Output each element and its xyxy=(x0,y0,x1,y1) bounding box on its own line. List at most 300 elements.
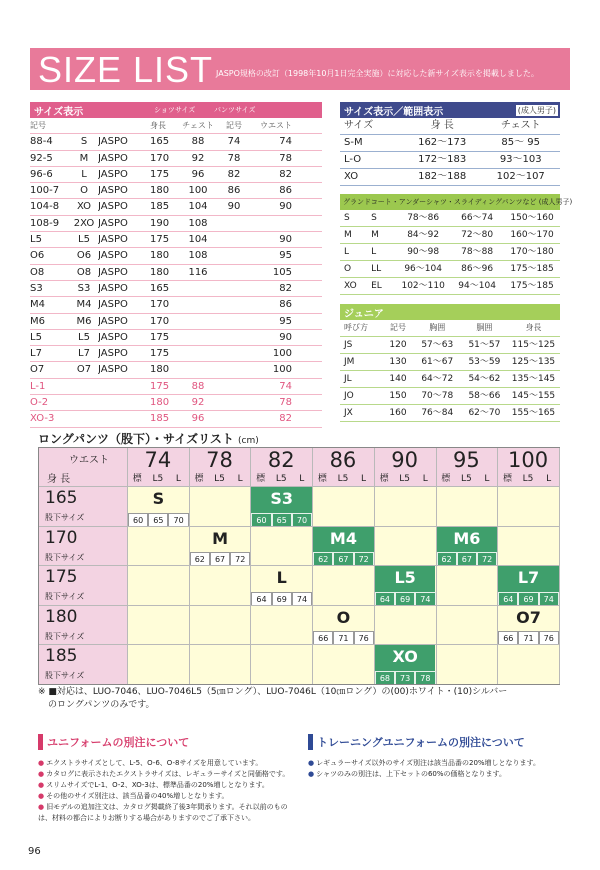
size-table-cell: 96 xyxy=(191,413,205,425)
height-175-label: 175 xyxy=(45,567,78,588)
size-table-cell: 82 xyxy=(227,168,241,180)
adult-range-cell: S-M xyxy=(344,137,363,148)
waist-86-header: 86 xyxy=(329,448,357,472)
pants-cell-label: L7 xyxy=(517,568,540,588)
size-table-cell: 185 xyxy=(150,413,170,425)
junior-cell: 53～59 xyxy=(468,357,501,367)
pants-cell-l7 xyxy=(498,566,559,605)
size-table-row xyxy=(30,134,322,150)
size-table-cell: 100 xyxy=(272,364,292,376)
pants-cell-label: M xyxy=(212,528,228,548)
size-table-cell: 74 xyxy=(279,380,292,392)
ground-coat-cell: LL xyxy=(371,264,382,274)
size-table-cell: JASPO xyxy=(98,217,128,229)
adult-range-row xyxy=(340,135,560,152)
ground-coat-cell: S xyxy=(344,213,350,223)
junior-cell: 58～66 xyxy=(468,391,501,401)
pants-cell-inseams xyxy=(375,592,436,605)
size-table-cell: JASPO xyxy=(98,152,128,164)
pants-cell-inseams xyxy=(128,513,189,526)
size-table-cell: 86 xyxy=(279,299,292,311)
size-table-row xyxy=(30,362,322,378)
pants-cell-o7 xyxy=(498,606,559,645)
inseam-size-label: 股下サイズ xyxy=(45,552,85,562)
size-table-row xyxy=(30,265,322,281)
ground-coat-cell: 175～185 xyxy=(510,281,554,291)
pants-cell-l xyxy=(251,566,312,605)
size-table-row-slim xyxy=(30,379,322,395)
size-table-cell: 78 xyxy=(279,152,292,164)
size-table-cell: 175 xyxy=(150,348,170,360)
pants-note-line: のロングパンツのみです。 xyxy=(48,700,155,710)
size-table-cell: 175 xyxy=(150,168,170,180)
adult-range-cell: 85～ 95 xyxy=(501,137,541,148)
size-table-cell: 88 xyxy=(191,136,205,148)
pants-note-line: ※ ■対応は、LUO-7046、LUO-7046L5（5㎝ロング）、LUO-7046L（10㎝ロング）の(00)ホワイト・(10)シルバー xyxy=(38,687,508,697)
inseam-value: 76 xyxy=(354,631,374,644)
junior-header xyxy=(340,304,560,320)
waist-sub-label: L xyxy=(484,474,490,484)
waist-sub-label: L xyxy=(175,474,181,484)
column-header: 身 長 xyxy=(430,120,454,131)
size-table-cell: S3 xyxy=(30,282,43,294)
size-table-cell xyxy=(70,411,98,426)
size-table-cell: 185 xyxy=(150,201,170,213)
uniform-note-item: ● その他のサイズ別注は、該当品番の40%増しとなります。 xyxy=(38,791,298,802)
page-title: SIZE LIST xyxy=(38,49,214,90)
column-header: ウエスト xyxy=(260,121,292,130)
inseam-value: 66 xyxy=(498,631,518,644)
waist-sub-label: L5 xyxy=(522,474,534,484)
waist-sub-label: 標 xyxy=(502,474,512,484)
junior-cell: 145～155 xyxy=(511,391,556,401)
junior-cell: 130 xyxy=(389,357,407,367)
grid-row-line xyxy=(39,644,559,645)
size-table-cell: 165 xyxy=(150,136,170,148)
pants-cell-label: O7 xyxy=(516,607,541,627)
ground-coat-cell: EL xyxy=(371,281,382,291)
size-table-row xyxy=(30,167,322,183)
size-table-cell: 74 xyxy=(227,136,241,148)
ground-coat-cell: 84～92 xyxy=(407,230,440,240)
size-table-cell: 90 xyxy=(227,201,241,213)
ground-coat-cell: 160～170 xyxy=(510,230,554,240)
size-table-cell: 82 xyxy=(279,413,292,425)
inseam-value: 64 xyxy=(251,592,271,605)
junior-cell: JS xyxy=(344,340,353,350)
size-table-cell: M4 xyxy=(30,299,45,311)
inseam-value: 78 xyxy=(415,671,435,684)
ground-coat-cell: M xyxy=(371,230,379,240)
pants-cell-inseams xyxy=(375,671,436,684)
size-table-cell: L5 xyxy=(78,234,90,246)
size-table-cell: 78 xyxy=(227,152,241,164)
size-table-cell: O6 xyxy=(76,250,92,262)
size-table-cell xyxy=(176,362,220,377)
size-table-cell: 2XO xyxy=(73,217,95,229)
size-table-cell: 175 xyxy=(150,380,170,392)
pants-note xyxy=(38,686,568,712)
pants-cell-inseams xyxy=(190,552,251,565)
size-table-cell: JASPO xyxy=(98,364,128,376)
size-table-cell: 88 xyxy=(191,380,205,392)
size-table-cell: L7 xyxy=(30,348,42,360)
waist-sub-label: L xyxy=(546,474,552,484)
size-table-row xyxy=(30,232,322,248)
ground-coat-cell: 175～185 xyxy=(510,264,554,274)
size-table-cell: L-1 xyxy=(30,380,46,392)
size-table-cell: JASPO xyxy=(98,299,128,311)
ground-coat-cell: 78～86 xyxy=(407,213,440,223)
size-table-cell xyxy=(220,265,248,280)
inseam-value: 72 xyxy=(477,552,497,565)
training-note xyxy=(308,734,570,780)
grid-corner-height: 身 長 xyxy=(47,474,71,485)
adult-range-cell: L-O xyxy=(344,154,362,165)
pants-cell-inseams xyxy=(313,552,374,565)
uniform-note-item: ● カタログに表示されたエクストラサイズは、レギュラーサイズと同価格です。 xyxy=(38,769,298,780)
uniform-note-item: ● エクストラサイズとして、L-5、O-6、O-8サイズを用意しています。 xyxy=(38,758,298,769)
size-table-cell: 100 xyxy=(188,185,208,197)
adult-range-table xyxy=(340,102,560,186)
waist-sub-label: 標 xyxy=(317,474,327,484)
size-table-cell xyxy=(70,395,98,410)
size-table-cell: JASPO xyxy=(98,185,128,197)
pants-size-group-label: パンツサイズ xyxy=(214,106,256,114)
size-table-cell: JASPO xyxy=(98,234,128,246)
ground-coat-cell: 94～104 xyxy=(458,281,496,291)
size-table-cell: M4 xyxy=(76,299,92,311)
size-table-cell: M6 xyxy=(76,315,92,327)
column-header: 呼び方 xyxy=(344,323,368,332)
size-table-row xyxy=(30,216,322,232)
size-table-cell: 95 xyxy=(279,250,292,262)
size-table-cell: JASPO xyxy=(98,136,128,148)
size-table-cell xyxy=(220,232,248,247)
header-subtitle: JASPO規格の改訂（1998年10月1日完全実施）に対応した新サイズ表示を掲載しました。 xyxy=(216,69,539,78)
waist-sub-label: 標 xyxy=(379,474,389,484)
size-table-cell: L5 xyxy=(78,331,90,343)
junior-row xyxy=(340,354,560,371)
uniform-note-item: ● 旧モデルの追加注文は、カタログ掲載終了後3年間承ります。それ以前のものは、材料の都合によりお断りする場合がありますのでご了承下さい。 xyxy=(38,802,298,824)
adult-range-cell: 102～107 xyxy=(496,171,545,182)
junior-row xyxy=(340,337,560,354)
ground-coat-cell: L xyxy=(371,247,377,257)
inseam-value: 69 xyxy=(518,592,538,605)
size-table-cell: 175 xyxy=(150,331,170,343)
size-table-cell: 78 xyxy=(279,397,292,409)
size-table-cell: 96-6 xyxy=(30,168,53,180)
adult-range-row xyxy=(340,169,560,186)
size-table-cell: 180 xyxy=(150,397,170,409)
waist-sub-label: 標 xyxy=(194,474,204,484)
height-185-label: 185 xyxy=(45,646,78,667)
junior-cell: 155～165 xyxy=(511,408,556,418)
inseam-value: 70 xyxy=(168,513,188,526)
waist-sub-label: L xyxy=(299,474,305,484)
waist-sub-label: L5 xyxy=(460,474,472,484)
waist-sub-label: 標 xyxy=(132,474,142,484)
inseam-size-label: 股下サイズ xyxy=(45,592,85,602)
size-table-cell: 86 xyxy=(279,185,292,197)
size-table-cell xyxy=(220,216,248,231)
waist-sub-label: L xyxy=(237,474,243,484)
junior-cell: 61～67 xyxy=(421,357,454,367)
size-table-cell: O6 xyxy=(30,250,45,262)
pants-cell-inseams xyxy=(498,592,559,605)
size-table-cell: 180 xyxy=(150,266,170,278)
pants-unit: (cm) xyxy=(238,436,259,446)
size-table-cell: 95 xyxy=(279,315,292,327)
inseam-value: 74 xyxy=(292,592,312,605)
junior-table xyxy=(340,304,560,422)
height-165-label: 165 xyxy=(45,488,78,508)
pants-cell-inseams xyxy=(498,631,559,644)
waist-100-header: 100 xyxy=(507,448,549,472)
junior-title: ジュニア xyxy=(344,308,384,320)
size-table-cell: 108-9 xyxy=(30,217,60,229)
inseam-value: 72 xyxy=(230,552,250,565)
junior-cell: 70～78 xyxy=(421,391,454,401)
size-table-cell: 165 xyxy=(150,282,170,294)
size-table-cell xyxy=(220,362,248,377)
size-table-row xyxy=(30,248,322,264)
column-header: 記号 xyxy=(389,323,406,332)
size-table-cell: M xyxy=(79,152,89,164)
size-table xyxy=(30,102,322,428)
size-table-row xyxy=(30,314,322,330)
waist-sub-label: 標 xyxy=(256,474,266,484)
size-table-cell xyxy=(176,297,220,312)
pants-cell-s xyxy=(128,487,189,526)
junior-cell: 115～125 xyxy=(511,340,556,350)
size-table-cell xyxy=(70,379,98,394)
size-table-cell: 108 xyxy=(188,250,208,262)
size-table-cell: 104 xyxy=(188,234,208,246)
size-table-cell: 116 xyxy=(188,266,208,278)
size-table-row xyxy=(30,346,322,362)
ground-coat-cell: 96～104 xyxy=(404,264,442,274)
uniform-note xyxy=(38,734,298,824)
adult-range-header xyxy=(340,102,560,118)
junior-row xyxy=(340,405,560,422)
waist-78-header: 78 xyxy=(206,448,233,472)
adult-range-cell: 162～173 xyxy=(418,137,467,148)
adult-range-cell: 182～188 xyxy=(418,171,467,182)
ground-coat-cell: 72～80 xyxy=(461,230,494,240)
size-table-cell: 100 xyxy=(272,348,292,360)
size-table-cell xyxy=(220,248,248,263)
junior-column-headers xyxy=(340,320,560,337)
size-table-cell xyxy=(220,395,248,410)
ground-coat-row xyxy=(340,244,560,261)
column-header: チェスト xyxy=(500,120,541,131)
grid-col-line xyxy=(559,448,560,684)
junior-cell: 76～84 xyxy=(421,408,454,418)
adult-range-title: サイズ表示／範囲表示 xyxy=(344,106,444,118)
inseam-size-label: 股下サイズ xyxy=(45,513,85,522)
size-table-row xyxy=(30,297,322,313)
waist-90-header: 90 xyxy=(391,448,418,472)
pants-cell-inseams xyxy=(313,631,374,644)
grid-corner-waist: ウエスト xyxy=(69,455,109,466)
size-table-cell: 88-4 xyxy=(30,136,53,148)
size-table-cell xyxy=(220,346,248,361)
column-header: 身長 xyxy=(150,121,166,130)
waist-sub-label: L xyxy=(422,474,428,484)
junior-cell: JL xyxy=(344,374,352,384)
pants-cell-inseams xyxy=(251,592,312,605)
pants-cell-label: M4 xyxy=(329,528,357,548)
inseam-value: 62 xyxy=(190,552,210,565)
header-band xyxy=(30,48,570,90)
inseam-value: 67 xyxy=(210,552,230,565)
size-table-row-slim xyxy=(30,395,322,411)
pants-cell-label: XO xyxy=(392,647,418,667)
inseam-value: 65 xyxy=(148,513,168,526)
ground-coat-cell: 66～74 xyxy=(461,213,494,223)
size-table-cell: JASPO xyxy=(98,266,128,278)
waist-sub-label: L xyxy=(360,474,366,484)
training-note-title: トレーニングユニフォームの別注について xyxy=(308,734,570,750)
size-table-cell: 100-7 xyxy=(30,185,60,197)
junior-cell: 62～70 xyxy=(468,408,501,418)
size-table-cell: 82 xyxy=(279,168,292,180)
junior-cell: 140 xyxy=(389,374,407,384)
size-table-cell: O8 xyxy=(30,266,45,278)
inseam-value: 62 xyxy=(437,552,457,565)
inseam-size-label: 股下サイズ xyxy=(45,631,85,641)
size-table-cell: 86 xyxy=(227,185,241,197)
inseam-value: 70 xyxy=(292,513,312,526)
size-table-cell: 190 xyxy=(150,217,170,229)
inseam-value: 68 xyxy=(375,671,395,684)
adult-range-row xyxy=(340,152,560,169)
size-table-cell: 104-8 xyxy=(30,201,60,213)
waist-sub-label: L5 xyxy=(337,474,349,484)
uniform-note-title: ユニフォームの別注について xyxy=(38,734,298,750)
size-table-cell: O7 xyxy=(30,364,45,376)
size-table-cell: O-2 xyxy=(30,397,49,409)
junior-row xyxy=(340,388,560,405)
pants-cell-s3 xyxy=(251,487,312,526)
size-table-row xyxy=(30,183,322,199)
inseam-value: 71 xyxy=(518,631,538,644)
ground-coat-row xyxy=(340,261,560,278)
size-table-cell: JASPO xyxy=(98,348,128,360)
page-number: 96 xyxy=(28,846,41,857)
adult-range-cell: 93～103 xyxy=(499,154,542,165)
column-header: サイズ xyxy=(344,120,374,131)
size-table-cell: 90 xyxy=(279,201,292,213)
waist-sub-label: 標 xyxy=(441,474,451,484)
size-table-cell xyxy=(176,281,220,296)
size-table-cell: XO xyxy=(76,201,92,213)
uniform-note-item: ● スリムサイズでL-1、O-2、XO-3は、標準品番の20%増しとなります。 xyxy=(38,780,298,791)
pants-cell-m xyxy=(190,527,251,566)
size-table-cell: 170 xyxy=(150,152,170,164)
size-table-row xyxy=(30,281,322,297)
size-table-cell: 105 xyxy=(272,266,292,278)
size-table-row xyxy=(30,330,322,346)
ground-coat-cell: 90～98 xyxy=(407,247,440,257)
size-table-row xyxy=(30,199,322,215)
inseam-value: 74 xyxy=(415,592,435,605)
size-table-cell xyxy=(176,314,220,329)
size-table-cell: 104 xyxy=(188,201,208,213)
size-table-cell: JASPO xyxy=(98,315,128,327)
column-header: 身長 xyxy=(525,323,542,332)
inseam-value: 62 xyxy=(313,552,333,565)
size-table-cell xyxy=(98,395,150,410)
pants-cell-xo xyxy=(375,645,436,684)
adult-range-cell: XO xyxy=(344,171,359,182)
ground-coat-cell: O xyxy=(344,264,352,274)
height-180-label: 180 xyxy=(45,606,78,627)
size-table-cell: 90 xyxy=(279,331,292,343)
column-header: 記号 xyxy=(30,121,46,130)
size-table-cell: S xyxy=(80,136,88,148)
pants-title xyxy=(38,430,259,447)
pants-cell-inseams xyxy=(437,552,498,565)
size-table-cell: O7 xyxy=(76,364,92,376)
column-header: チェスト xyxy=(182,121,214,130)
size-table-cell: O xyxy=(80,185,88,197)
ground-coat-row xyxy=(340,227,560,244)
junior-cell: 135～145 xyxy=(511,374,556,384)
size-table-cell: JASPO xyxy=(98,282,128,294)
waist-sub-label: L5 xyxy=(214,474,225,484)
junior-cell: 125～135 xyxy=(511,357,556,367)
size-table-cell: L7 xyxy=(78,348,90,360)
waist-sub-label: L5 xyxy=(275,474,287,484)
size-table-column-headers xyxy=(30,118,322,134)
size-table-cell: 92 xyxy=(191,397,205,409)
inseam-value: 66 xyxy=(313,631,333,644)
size-table-cell: O8 xyxy=(76,266,92,278)
size-table-row-slim xyxy=(30,411,322,427)
size-table-cell: 82 xyxy=(279,282,292,294)
ground-coat-table xyxy=(340,194,573,295)
size-table-cell xyxy=(220,297,248,312)
size-table-cell: S3 xyxy=(77,282,91,294)
column-header: 胸囲 xyxy=(429,323,446,332)
waist-95-header: 95 xyxy=(452,448,480,472)
inseam-value: 72 xyxy=(354,552,374,565)
pants-cell-label: S xyxy=(152,489,165,508)
pants-cell-o xyxy=(313,606,374,645)
junior-cell: JX xyxy=(344,408,353,418)
size-table-cell: 92-5 xyxy=(30,152,53,164)
size-table-cell xyxy=(98,411,150,426)
pants-cell-label: S3 xyxy=(270,489,294,508)
junior-cell: 120 xyxy=(389,340,407,350)
ground-coat-cell: L xyxy=(344,247,350,257)
size-table-cell: XO-3 xyxy=(30,413,55,425)
size-table-cell: M6 xyxy=(30,315,45,327)
size-table-cell xyxy=(176,346,220,361)
size-table-cell: 108 xyxy=(188,217,208,229)
size-table-title: サイズ表示 xyxy=(34,106,84,118)
ground-coat-cell: XO xyxy=(344,281,357,291)
ground-coat-cell: 150～160 xyxy=(510,213,554,223)
ground-coat-title: グランドコート・アンダーシャツ・スライディングパンツなど (成人男子) xyxy=(343,198,573,206)
junior-cell: 54～62 xyxy=(468,374,501,384)
junior-cell: 64～72 xyxy=(421,374,454,384)
waist-82-header: 82 xyxy=(267,448,295,472)
size-table-cell xyxy=(220,411,248,426)
pants-cell-l5 xyxy=(375,566,436,605)
